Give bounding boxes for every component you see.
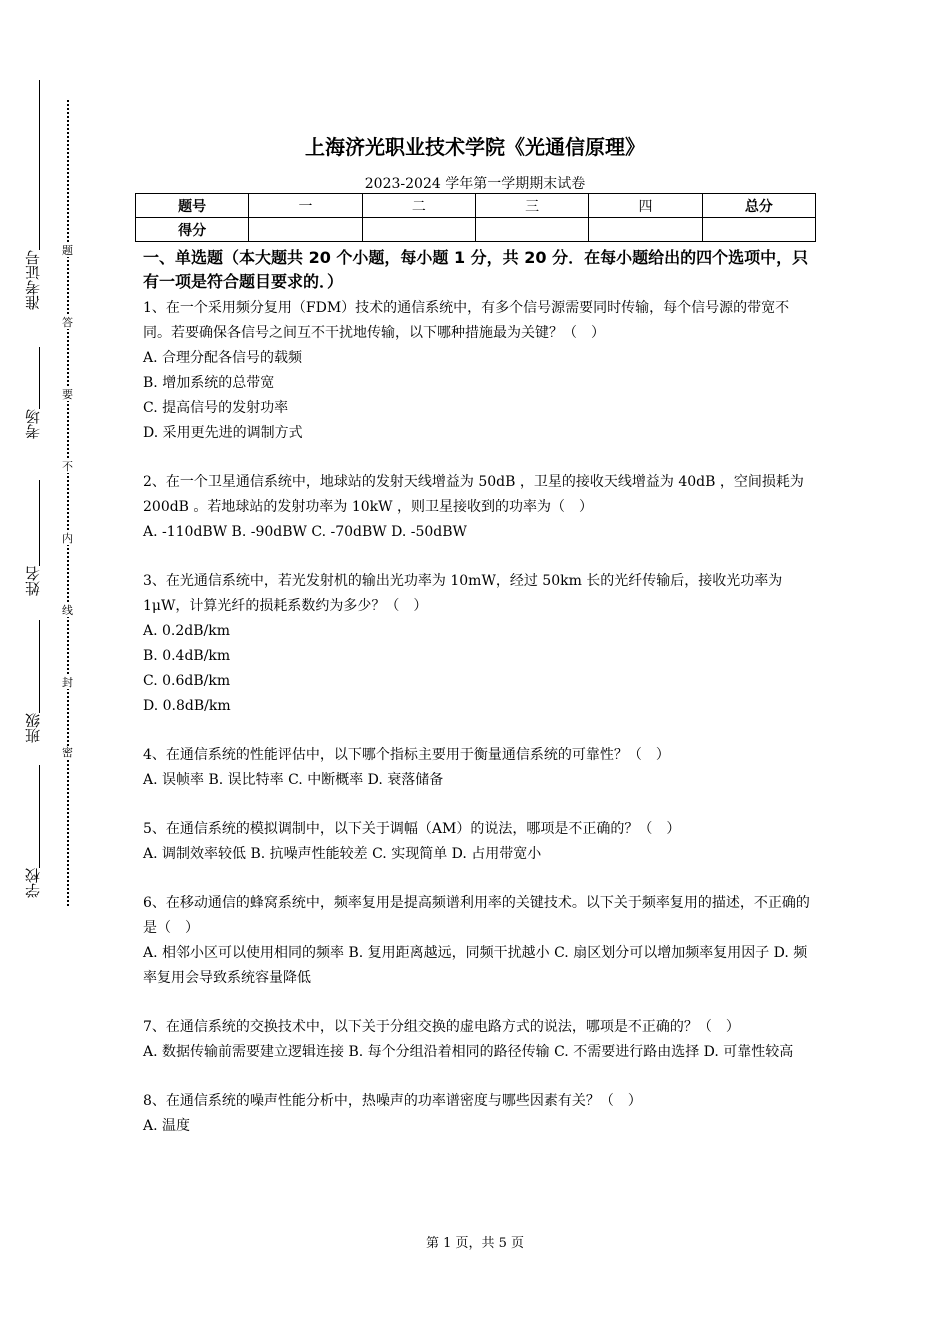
field-exam-id [20,80,46,310]
question-8 [143,1089,810,1139]
score-header-cell: 题号 [136,194,249,218]
section-title: 一、单选题（本大题共 20 个小题，每小题 1 分，共 20 分．在每小题给出的四个选项中，只有一项是符合题目要求的．） [143,248,809,291]
score-table-header-row [136,194,816,218]
question-option: D. 采用更先进的调制方式 [143,425,303,441]
seal-char: 答 [62,316,73,329]
seal-dotted-line [67,100,69,906]
score-cell [249,218,362,242]
question-options: A. 数据传输前需要建立逻辑连接 B. 每个分组沿着相同的路径传输 C. 不需要进行路由选择 D. 可靠性较高 [143,1044,794,1060]
seal-char: 内 [62,532,73,545]
seal-char: 封 [62,676,73,689]
seal-char: 要 [62,388,73,401]
seal-char: 线 [62,604,73,617]
score-header-cell: 三 [475,194,588,218]
question-option: C. 提高信号的发射功率 [143,400,289,416]
question-7 [143,1015,810,1065]
field-name-underline [39,480,40,566]
question-stem: 6、在移动通信的蜂窝系统中，频率复用是提高频谱利用率的关键技术。以下关于频率复用的描述，不正确的是（ ） [143,895,810,936]
question-3 [143,569,810,719]
field-name-label: 姓名 [24,566,42,596]
question-option: B. 0.4dB/km [143,648,231,664]
question-option: A. 合理分配各信号的载频 [143,350,303,366]
question-stem: 7、在通信系统的交换技术中，以下关于分组交换的虚电路方式的说法，哪项是不正确的？（ ） [143,1019,740,1035]
question-option: C. 0.6dB/km [143,673,231,689]
question-stem: 1、在一个采用频分复用（FDM）技术的通信系统中，有多个信号源需要同时传输，每个信号源的带宽不同。若要确保各信号之间互不干扰地传输，以下哪种措施最为关键？（ ） [143,300,790,341]
score-cell [702,218,815,242]
exam-title: 上海济光职业技术学院《光通信原理》 [305,135,645,159]
question-option: A. 温度 [143,1118,191,1134]
question-option: B. 增加系统的总带宽 [143,375,275,391]
seal-char: 不 [62,460,73,473]
field-exam-id-underline [39,80,40,250]
field-exam-id-label: 准考证号 [24,250,42,310]
question-stem: 5、在通信系统的模拟调制中，以下关于调幅（AM）的说法，哪项是不正确的？（ ） [143,821,681,837]
field-class-label: 班级 [24,713,42,743]
exam-content [143,246,810,1139]
question-options: A. 相邻小区可以使用相同的频率 B. 复用距离越远，同频干扰越小 C. 扇区划分可以增加频率复用因子 D. 频率复用会导致系统容量降低 [143,945,808,986]
field-exam-room-label: 考场 [24,409,42,439]
field-school-underline [39,765,40,868]
question-1 [143,296,810,446]
question-5 [143,817,810,867]
question-options: A. 调制效率较低 B. 抗噪声性能较差 C. 实现简单 D. 占用带宽小 [143,846,542,862]
question-stem: 8、在通信系统的噪声性能分析中，热噪声的功率谱密度与哪些因素有关？（ ） [143,1093,642,1109]
field-exam-room [20,347,46,439]
field-name [20,480,46,596]
score-cell [362,218,475,242]
question-options: A. -110dBW B. -90dBW C. -70dBW D. -50dBW [143,524,467,540]
field-school [20,765,46,898]
score-header-cell: 二 [362,194,475,218]
field-class-underline [39,620,40,713]
score-table-score-row [136,218,816,242]
field-exam-room-underline [39,347,40,409]
binding-margin-fields [20,80,46,920]
score-row-label: 得分 [136,218,249,242]
score-cell [475,218,588,242]
field-school-label: 学校 [24,868,42,898]
score-header-cell: 一 [249,194,362,218]
score-header-cell: 四 [589,194,702,218]
question-option: A. 0.2dB/km [143,623,231,639]
question-4 [143,743,810,793]
seal-char: 密 [62,746,73,759]
field-class [20,620,46,743]
question-options: A. 误帧率 B. 误比特率 C. 中断概率 D. 衰落储备 [143,772,444,788]
question-option: D. 0.8dB/km [143,698,231,714]
question-2 [143,470,810,545]
page-footer: 第 1 页，共 5 页 [425,1236,525,1251]
exam-subtitle: 2023-2024 学年第一学期期末试卷 [364,176,586,192]
score-table [135,193,816,242]
seal-char: 题 [62,244,73,257]
question-stem: 3、在光通信系统中，若光发射机的输出光功率为 10mW，经过 50km 长的光纤传输后，接收光功率为 1μW，计算光纤的损耗系数约为多少？（ ） [143,573,783,614]
question-stem: 2、在一个卫星通信系统中，地球站的发射天线增益为 50dB ，卫星的接收天线增益为 40dB ，空间损耗为 200dB 。若地球站的发射功率为 10kW ，则卫星接收到的功率为（ ） [143,474,804,515]
score-cell [589,218,702,242]
question-stem: 4、在通信系统的性能评估中，以下哪个指标主要用于衡量通信系统的可靠性？（ ） [143,747,670,763]
score-header-cell: 总分 [702,194,815,218]
question-6 [143,891,810,991]
